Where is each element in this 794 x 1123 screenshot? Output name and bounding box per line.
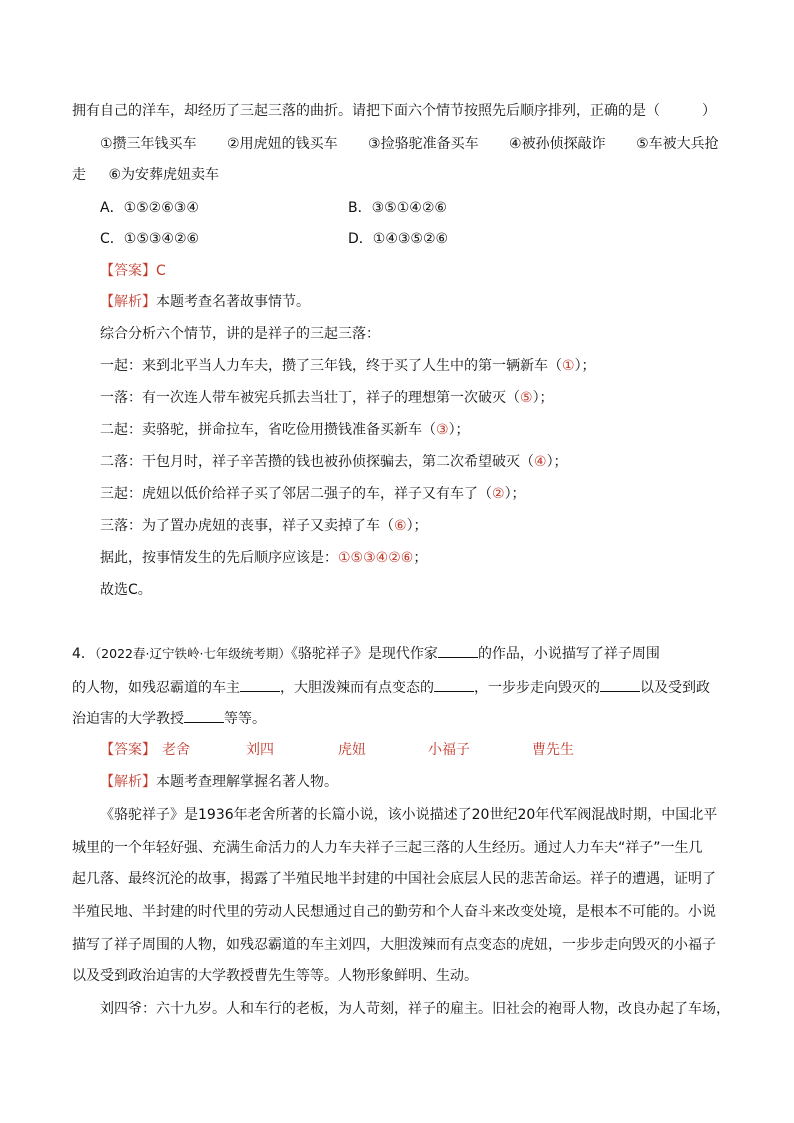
q4-stem-text: 的作品，小说描写了祥子周围 [477,646,660,662]
q3-item-1: ①攒三年钱买车 [100,136,197,152]
option-value: ①⑤②⑥③④ [123,200,199,216]
blank-author [438,643,478,658]
q4-para-line: 以及受到政治迫害的大学教授曹先生等等。人物形象鲜明、生动。 [72,968,478,984]
q3-stage-4 [100,452,568,472]
stage-end: ）； [448,422,470,438]
q3-item-6: ⑥为安葬虎妞卖车 [108,167,220,183]
stage-text: 三落：为了置办虎妞的丧事，祥子又卖掉了车（ [100,518,394,534]
answer-2: 刘四 [246,742,274,758]
q4-stem-text: ，一步步走向毁灭的 [474,680,600,696]
option-label: A． [100,200,124,216]
answer-tag: 【答案】 [100,263,156,279]
q4-para-line: 描写了祥子周围的人物，如残忍霸道的车主刘四，大胆泼辣而有点变态的虎妞，一步步走向毁灭的小福子 [72,937,716,953]
q3-item-5-cont: 走 [72,167,86,183]
stage-mark: ① [562,358,575,374]
stage-end: ）； [406,518,428,534]
conclusion-mark: ①⑤③④②⑥ [338,550,414,566]
option-label: D． [348,231,373,247]
q4-source: （2022春·辽宁铁岭·七年级统考期） [94,646,291,661]
answer-1: 老舍 [162,742,190,758]
stage-mark: ⑤ [520,390,533,406]
analysis-tag: 【解析】 [100,294,156,310]
stage-text: 二落：干包月时，祥子辛苦攒的钱也被孙侦探骗去，第二次希望破灭（ [100,454,534,470]
stage-end: ）； [532,390,554,406]
q3-items-line2 [72,165,219,185]
stage-mark: ② [492,486,505,502]
stage-end: ）； [546,454,568,470]
analysis-tag: 【解析】 [100,774,156,790]
q3-items-line1 [100,134,719,154]
q4-stem-text: 治迫害的大学教授 [72,711,184,727]
q3-option-d [348,229,448,249]
q3-option-a [100,198,199,218]
option-value: ③⑤①④②⑥ [371,200,447,216]
stage-end: ）； [504,486,526,502]
q3-stage-6 [100,516,428,536]
q4-stem-line1 [72,643,660,664]
q3-analysis [100,292,310,312]
blank-owner [240,677,280,692]
q4-para-line: 起几落、最终沉沦的故事，揭露了半殖民地半封建的中国社会底层人民的悲苦命运。祥子的遭遇，证明了 [72,871,716,887]
blank-professor [184,708,224,723]
q4-para-line: 城里的一个年轻好强、充满生命活力的人力车夫祥子三起三落的人生经历。通过人力车夫“祥子”一生几 [72,840,703,856]
stage-end: ）； [574,358,596,374]
q3-item-3: ③捡骆驼准备买车 [368,136,479,152]
q3-item-2: ②用虎妞的钱买车 [227,136,338,152]
option-value: ①⑤③④②⑥ [123,231,200,247]
blank-xiaofuzi [600,677,640,692]
q4-stem-text: 以及受到政 [640,680,710,696]
q4-stem-text: 等等。 [224,711,266,727]
option-label: B． [348,200,372,216]
stage-mark: ③ [436,422,449,438]
stage-text: 二起：卖骆驼，拼命拉车，省吃俭用攒钱准备买新车（ [100,422,436,438]
conclusion-text: 据此，按事情发生的先后顺序应该是： [100,550,338,566]
q4-number: 4． [72,646,95,662]
answer-value: C [156,263,166,279]
q3-stage-1 [100,356,596,376]
q3-stage-2 [100,388,554,408]
q3-stage-5 [100,484,526,504]
analysis-text: 本题考查理解掌握名著人物。 [156,774,338,790]
q4-liusi-line: 刘四爷：六十九岁。人和车行的老板，为人苛刻，祥子的雇主。旧社会的袍哥人物，改良办起了车场， [100,1001,730,1017]
stage-mark: ⑥ [394,518,407,534]
q4-stem-line3 [72,708,266,729]
q3-option-c [100,229,199,249]
stage-text: 三起：虎妞以低价给祥子买了邻居二强子的车，祥子又有车了（ [100,486,492,502]
q3-stage-3 [100,420,470,440]
q4-answer [100,740,624,760]
q4-stem-text: 的人物，如残忍霸道的车主 [72,680,240,696]
conclusion-end: ； [413,550,428,566]
q4-stem-text: 《骆驼祥子》是现代作家 [290,646,438,662]
answer-5: 曹先生 [532,742,574,758]
stage-text: 一起：来到北平当人力车夫，攒了三年钱，终于买了人生中的第一辆新车（ [100,358,562,374]
q4-stem-line2 [72,677,710,698]
q3-item-4: ④被孙侦探敲诈 [509,136,606,152]
q3-final: 故选C。 [100,582,152,598]
q3-conclusion [100,548,427,568]
stage-text: 一落：有一次连人带车被宪兵抓去当壮丁，祥子的理想第一次破灭（ [100,390,520,406]
answer-4: 小福子 [428,742,470,758]
q3-summary: 综合分析六个情节，讲的是祥子的三起三落： [100,326,380,342]
q3-answer [100,261,166,281]
answer-tag: 【答案】 [100,742,156,758]
q3-stem-tail: 拥有自己的洋车，却经历了三起三落的曲折。请把下面六个情节按照先后顺序排列，正确的是（ ） [72,103,716,119]
answer-3: 虎妞 [338,742,366,758]
option-value: ①④③⑤②⑥ [372,231,449,247]
stage-mark: ④ [534,454,547,470]
q4-para-line: 《骆驼祥子》是1936年老舍所著的长篇小说，该小说描述了20世纪20年代军阀混战时期，中国北平 [100,807,718,823]
q4-para-line: 半殖民地、半封建的时代里的劳动人民想通过自己的勤劳和个人奋斗来改变处境，是根本不可能的。小说 [72,904,716,920]
blank-huniu [434,677,474,692]
option-label: C． [100,231,124,247]
q3-item-5: ⑤车被大兵抢 [636,136,719,152]
analysis-text: 本题考查名著故事情节。 [156,294,310,310]
q3-option-b [348,198,447,218]
q4-analysis [100,772,338,792]
q4-stem-text: ，大胆泼辣而有点变态的 [280,680,434,696]
